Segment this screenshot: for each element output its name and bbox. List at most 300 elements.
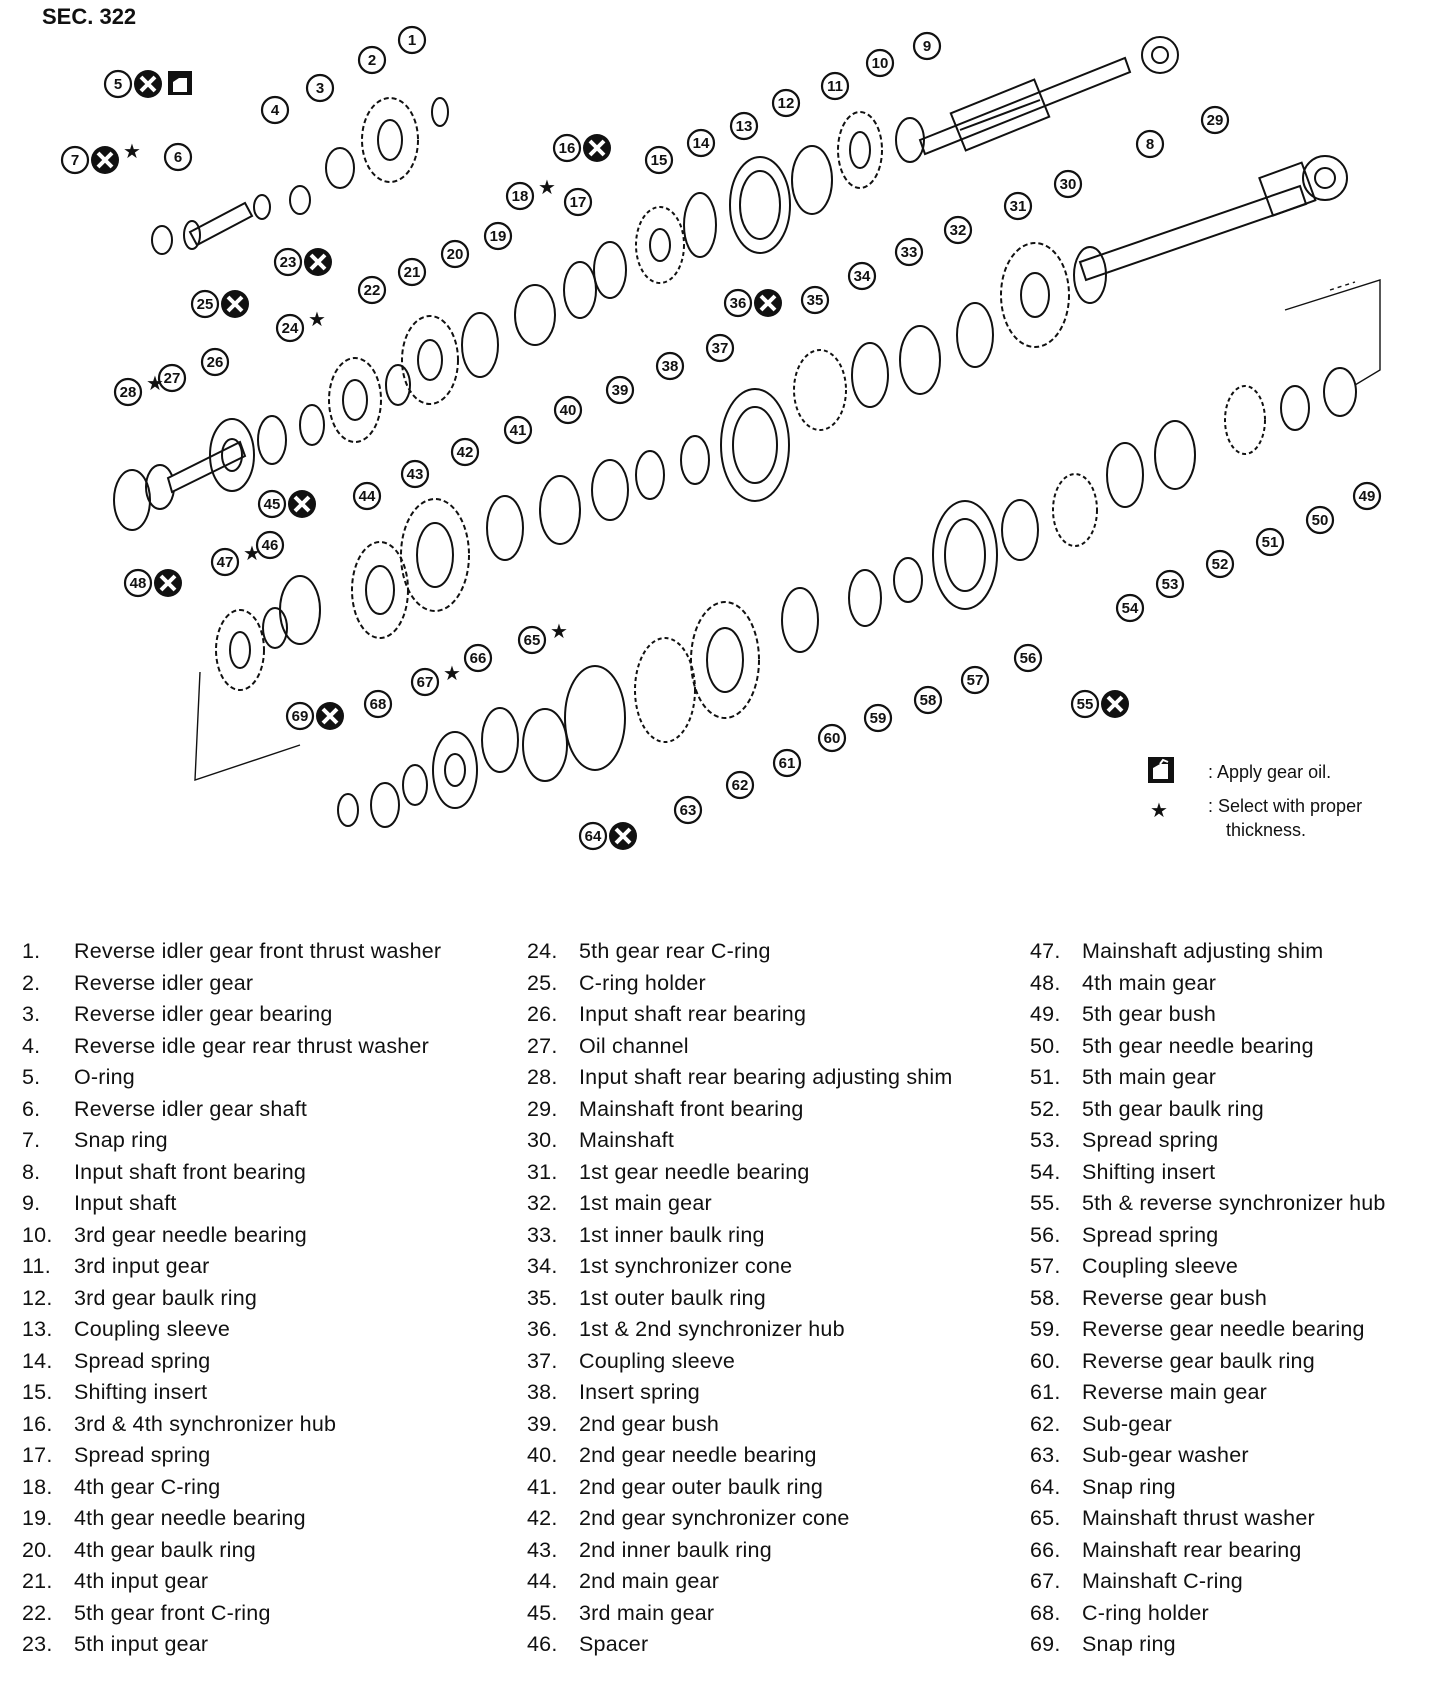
star-icon: ★	[550, 619, 568, 643]
parts-list-item	[527, 1031, 997, 1063]
callout-20	[442, 241, 468, 267]
coupling-sleeve-57-drawing	[933, 501, 997, 609]
callout-57	[962, 667, 988, 693]
callout-65	[519, 619, 568, 653]
part-number: 21.	[22, 1569, 53, 1593]
callout-61	[774, 750, 800, 776]
callout-3	[307, 75, 333, 101]
part-number: 63.	[1030, 1443, 1061, 1467]
gears-group	[216, 98, 1265, 742]
parts-list-item	[22, 1220, 492, 1252]
parts-list-item	[1030, 1629, 1450, 1661]
callout-label: 38	[661, 358, 679, 375]
parts-list-item	[1030, 1220, 1450, 1252]
parts-list-item	[22, 1409, 492, 1441]
oil-can-icon	[168, 71, 192, 95]
star-icon: ★	[243, 541, 261, 565]
callout-38	[657, 353, 683, 379]
part-number: 20.	[22, 1537, 53, 1562]
callout-67	[412, 661, 461, 695]
part-name: Spread spring	[1082, 1222, 1219, 1247]
part-number: 37.	[527, 1348, 558, 1373]
callout-37	[707, 335, 733, 361]
callout-label: 14	[692, 135, 710, 152]
part-name: Reverse idler gear shaft	[74, 1096, 308, 1121]
parts-list-item	[22, 1062, 492, 1094]
parts-list-item	[1030, 1409, 1450, 1441]
do-not-reuse-icon	[288, 490, 316, 518]
callout-label: 20	[446, 246, 464, 263]
star-icon: ★	[443, 661, 461, 685]
callout-34	[849, 263, 875, 289]
callout-label: 3	[315, 80, 325, 97]
part-name: Input shaft	[74, 1191, 177, 1215]
part-name: Reverse gear baulk ring	[1082, 1348, 1315, 1373]
parts-list-item	[1030, 1251, 1450, 1283]
star-icon: ★	[146, 371, 164, 395]
callout-64	[580, 822, 637, 850]
parts-list-item	[527, 1629, 997, 1661]
parts-list-item	[1030, 1472, 1450, 1504]
callout-19	[485, 223, 511, 249]
parts-list-item	[527, 1283, 997, 1315]
callout-label: 21	[403, 264, 421, 281]
callout-label: 22	[363, 282, 381, 299]
parts-list-item	[22, 936, 492, 968]
callout-50	[1307, 507, 1333, 533]
part-name: Oil channel	[579, 1033, 689, 1058]
callout-60	[819, 725, 845, 751]
callout-label: 6	[173, 149, 183, 166]
part-number: 22.	[22, 1600, 53, 1625]
callout-label: 59	[869, 710, 887, 727]
part-name: 1st gear needle bearing	[579, 1159, 810, 1184]
third-main-gear-drawing	[352, 542, 408, 638]
part-name: 2nd main gear	[579, 1569, 720, 1593]
part-name: 4th input gear	[74, 1569, 209, 1593]
part-name: 1st & 2nd synchronizer hub	[579, 1317, 845, 1341]
sync-hub-16-drawing	[636, 207, 684, 283]
part-number: 50.	[1030, 1033, 1061, 1058]
part-name: Mainshaft front bearing	[579, 1096, 804, 1121]
callout-39	[607, 377, 633, 403]
parts-list-item	[527, 1188, 997, 1220]
callout-label: 29	[1206, 112, 1224, 129]
callout-label: 57	[966, 672, 984, 689]
callout-label: 48	[129, 575, 147, 592]
oil-channel-drawing	[146, 442, 245, 509]
part-name: Input shaft rear bearing	[579, 1002, 807, 1026]
callout-label: 65	[523, 632, 541, 649]
callout-16	[554, 134, 611, 162]
coupling-sleeve-13-drawing	[730, 157, 790, 253]
callout-label: 54	[1121, 600, 1139, 617]
callout-68	[365, 691, 391, 717]
callout-label: 60	[823, 730, 841, 747]
callout-21	[399, 259, 425, 285]
part-number: 36.	[527, 1317, 558, 1341]
part-name: Mainshaft	[579, 1128, 675, 1152]
callout-23	[275, 248, 332, 276]
parts-column-2	[527, 936, 997, 1661]
callout-label: 1	[407, 32, 417, 49]
parts-list	[22, 936, 1442, 1696]
parts-list-item	[527, 1503, 997, 1535]
callout-label: 25	[196, 296, 214, 313]
callout-35	[802, 287, 828, 313]
callout-6	[165, 144, 191, 170]
callout-7	[62, 139, 141, 174]
part-number: 19.	[22, 1506, 53, 1530]
part-name: Coupling sleeve	[579, 1348, 735, 1373]
parts-list-item	[1030, 1440, 1450, 1472]
callout-49	[1354, 483, 1380, 509]
part-name: Spacer	[579, 1632, 649, 1656]
part-number: 25.	[527, 970, 558, 995]
callout-label: 7	[70, 152, 80, 169]
part-name: 4th gear C-ring	[74, 1474, 221, 1499]
part-number: 56.	[1030, 1222, 1061, 1247]
callout-22	[359, 277, 385, 303]
legend-gear-oil-text: : Apply gear oil.	[1208, 762, 1332, 782]
callout-label: 42	[456, 444, 474, 461]
parts-list-item	[1030, 1062, 1450, 1094]
callout-label: 39	[611, 382, 629, 399]
part-number: 31.	[527, 1159, 558, 1184]
part-name: Reverse gear needle bearing	[1082, 1317, 1365, 1341]
parts-list-item	[22, 1094, 492, 1126]
callout-label: 36	[729, 295, 747, 312]
part-name: 5th input gear	[74, 1632, 209, 1656]
callout-label: 19	[489, 228, 507, 245]
part-number: 51.	[1030, 1065, 1061, 1089]
parts-list-item	[22, 1440, 492, 1472]
callout-58	[915, 687, 941, 713]
part-number: 52.	[1030, 1096, 1061, 1121]
part-number: 62.	[1030, 1411, 1061, 1436]
callout-label: 52	[1211, 556, 1229, 573]
part-name: 5th gear needle bearing	[1082, 1033, 1314, 1058]
part-name: Mainshaft thrust washer	[1082, 1506, 1315, 1530]
parts-list-item	[22, 999, 492, 1031]
part-number: 27.	[527, 1033, 558, 1058]
do-not-reuse-icon	[754, 289, 782, 317]
parts-list-item	[22, 1031, 492, 1063]
first-main-gear-drawing	[1001, 243, 1069, 347]
legend-thickness-text-1: : Select with proper	[1208, 796, 1363, 816]
part-number: 12.	[22, 1285, 53, 1310]
part-name: 2nd gear bush	[579, 1411, 720, 1436]
do-not-reuse-icon	[316, 702, 344, 730]
callout-label: 66	[469, 650, 487, 667]
mainshaft-drawing	[1080, 156, 1347, 280]
callout-14	[688, 130, 714, 156]
callout-45	[259, 490, 316, 518]
callout-label: 68	[369, 696, 387, 713]
callout-label: 11	[827, 78, 843, 95]
part-number: 48.	[1030, 970, 1061, 995]
part-name: 5th gear rear C-ring	[579, 939, 771, 963]
parts-list-item	[527, 1409, 997, 1441]
parts-list-item	[527, 1157, 997, 1189]
second-main-gear-drawing	[401, 499, 469, 611]
callout-10	[867, 50, 893, 76]
callout-label: 37	[711, 340, 729, 357]
parts-list-item	[22, 1188, 492, 1220]
parts-column-1	[22, 936, 492, 1661]
parts-list-item	[527, 1535, 997, 1567]
part-name: 5th gear front C-ring	[74, 1600, 271, 1625]
do-not-reuse-icon	[134, 70, 162, 98]
part-name: Coupling sleeve	[1082, 1254, 1238, 1278]
parts-column-3	[1030, 936, 1450, 1661]
part-number: 1.	[22, 939, 41, 963]
legend	[1148, 757, 1362, 840]
callout-label: 34	[853, 268, 871, 285]
part-number: 46.	[527, 1632, 558, 1656]
part-number: 9.	[22, 1191, 41, 1215]
callout-40	[555, 397, 581, 423]
part-number: 13.	[22, 1317, 53, 1341]
part-number: 35.	[527, 1285, 558, 1310]
part-name: Spread spring	[74, 1348, 211, 1373]
part-number: 68.	[1030, 1600, 1061, 1625]
part-number: 60.	[1030, 1348, 1061, 1373]
callout-31	[1005, 193, 1031, 219]
part-number: 64.	[1030, 1474, 1061, 1499]
callout-label: 4	[270, 102, 280, 119]
parts-list-item	[1030, 1125, 1450, 1157]
callout-label: 67	[416, 674, 434, 691]
callout-label: 64	[584, 828, 602, 845]
part-name: Spread spring	[1082, 1128, 1219, 1152]
part-name: Coupling sleeve	[74, 1317, 230, 1341]
callout-56	[1015, 645, 1041, 671]
star-icon: ★	[538, 175, 556, 199]
part-name: C-ring holder	[1082, 1600, 1209, 1625]
callout-label: 61	[778, 755, 796, 772]
callout-label: 49	[1358, 488, 1376, 505]
callout-label: 69	[291, 708, 309, 725]
part-name: Shifting insert	[1082, 1159, 1216, 1184]
part-name: 2nd gear outer baulk ring	[579, 1474, 824, 1499]
callout-label: 53	[1161, 576, 1179, 593]
callout-label: 5	[113, 76, 123, 93]
part-name: 4th gear baulk ring	[74, 1537, 256, 1562]
part-name: 1st synchronizer cone	[579, 1254, 793, 1278]
callout-8	[1137, 131, 1163, 157]
parts-list-item	[527, 1251, 997, 1283]
callout-label: 17	[569, 194, 587, 211]
callout-55	[1072, 690, 1129, 718]
part-name: 5th gear baulk ring	[1082, 1096, 1264, 1121]
callout-label: 35	[806, 292, 824, 309]
part-number: 28.	[527, 1065, 558, 1089]
part-number: 58.	[1030, 1285, 1061, 1310]
parts-list-item	[527, 1125, 997, 1157]
part-name: Mainshaft adjusting shim	[1082, 939, 1324, 963]
part-number: 47.	[1030, 939, 1061, 963]
callout-26	[202, 349, 228, 375]
callout-24	[277, 307, 326, 341]
part-number: 26.	[527, 1002, 558, 1026]
third-input-gear-drawing	[838, 112, 882, 188]
callout-label: 56	[1019, 650, 1037, 667]
callout-18	[507, 175, 556, 209]
callout-label: 43	[406, 466, 424, 483]
part-number: 34.	[527, 1254, 558, 1278]
part-number: 32.	[527, 1191, 558, 1215]
part-number: 61.	[1030, 1380, 1061, 1404]
part-number: 5.	[22, 1065, 41, 1089]
callout-label: 13	[735, 118, 753, 135]
part-number: 14.	[22, 1348, 53, 1373]
part-name: C-ring holder	[579, 970, 706, 995]
part-name: Reverse idler gear	[74, 970, 254, 995]
callout-label: 8	[1145, 136, 1155, 153]
part-number: 29.	[527, 1096, 558, 1121]
callout-5	[105, 70, 192, 98]
oil-can-icon	[1148, 757, 1174, 783]
part-number: 30.	[527, 1128, 558, 1152]
parts-list-item	[1030, 1188, 1450, 1220]
callout-label: 28	[119, 384, 137, 401]
callout-label: 10	[871, 55, 889, 72]
part-name: 1st main gear	[579, 1191, 712, 1215]
parts-list-item	[1030, 1346, 1450, 1378]
part-number: 3.	[22, 1002, 41, 1026]
part-number: 8.	[22, 1159, 41, 1184]
callout-label: 2	[367, 52, 377, 69]
callout-41	[505, 417, 531, 443]
callout-4	[262, 97, 288, 123]
fifth-input-gear-drawing	[329, 358, 381, 442]
part-number: 15.	[22, 1380, 53, 1404]
callout-47	[212, 541, 261, 575]
parts-list-item	[22, 1535, 492, 1567]
callout-32	[945, 217, 971, 243]
part-number: 40.	[527, 1443, 558, 1467]
part-number: 57.	[1030, 1254, 1061, 1278]
callout-label: 62	[731, 777, 749, 794]
parts-list-item	[22, 1283, 492, 1315]
part-number: 66.	[1030, 1537, 1061, 1562]
parts-list-item	[527, 1346, 997, 1378]
part-name: 1st inner baulk ring	[579, 1222, 765, 1247]
part-number: 45.	[527, 1600, 558, 1625]
part-number: 44.	[527, 1569, 558, 1593]
part-name: Snap ring	[74, 1128, 168, 1152]
parts-list-item	[1030, 1377, 1450, 1409]
part-number: 42.	[527, 1506, 558, 1530]
parts-list-item	[22, 1157, 492, 1189]
part-name: Mainshaft rear bearing	[1082, 1537, 1302, 1562]
coupling-sleeve-37-drawing	[721, 389, 789, 501]
do-not-reuse-icon	[221, 290, 249, 318]
part-number: 69.	[1030, 1632, 1061, 1656]
part-number: 16.	[22, 1411, 53, 1436]
parts-list-item	[527, 1472, 997, 1504]
callout-43	[402, 461, 428, 487]
callout-44	[354, 483, 380, 509]
reverse-main-gear-drawing	[691, 602, 759, 718]
parts-list-item	[22, 1346, 492, 1378]
part-number: 7.	[22, 1128, 41, 1152]
callout-15	[646, 147, 672, 173]
callout-label: 30	[1059, 176, 1077, 193]
parts-list-item	[527, 1314, 997, 1346]
part-name: 4th main gear	[1082, 970, 1217, 995]
callout-label: 15	[650, 152, 668, 169]
part-name: 2nd gear needle bearing	[579, 1443, 817, 1467]
parts-list-item	[22, 1629, 492, 1661]
star-icon: ★	[308, 307, 326, 331]
parts-list-item	[527, 968, 997, 1000]
parts-list-item	[527, 1094, 997, 1126]
part-name: Input shaft rear bearing adjusting shim	[579, 1065, 953, 1089]
callout-label: 40	[559, 402, 577, 419]
callout-label: 9	[922, 38, 932, 55]
parts-list-item	[527, 1440, 997, 1472]
legend-thickness-text-2: thickness.	[1226, 820, 1307, 840]
part-number: 33.	[527, 1222, 558, 1247]
part-number: 41.	[527, 1474, 558, 1499]
callout-label: 16	[558, 140, 576, 157]
parts-list-item	[1030, 1283, 1450, 1315]
parts-list-item	[1030, 1157, 1450, 1189]
part-name: Sub-gear washer	[1082, 1443, 1249, 1467]
part-name: Reverse idler gear front thrust washer	[74, 939, 442, 963]
do-not-reuse-icon	[91, 146, 119, 174]
sync-hub-36-drawing	[794, 350, 846, 430]
parts-list-item	[22, 1598, 492, 1630]
part-number: 59.	[1030, 1317, 1061, 1341]
part-number: 65.	[1030, 1506, 1061, 1530]
parts-list-item	[22, 1472, 492, 1504]
parts-list-item	[1030, 999, 1450, 1031]
callout-1	[399, 27, 425, 53]
parts-list-item	[22, 968, 492, 1000]
callout-label: 27	[163, 370, 181, 387]
part-number: 53.	[1030, 1128, 1061, 1152]
do-not-reuse-icon	[154, 569, 182, 597]
do-not-reuse-icon	[304, 248, 332, 276]
callout-30	[1055, 171, 1081, 197]
parts-list-item	[1030, 1314, 1450, 1346]
callout-11	[822, 73, 848, 99]
do-not-reuse-icon	[583, 134, 611, 162]
callout-42	[452, 439, 478, 465]
callout-label: 33	[900, 244, 918, 261]
callout-28	[115, 371, 164, 405]
part-number: 49.	[1030, 1002, 1061, 1026]
callout-33	[896, 239, 922, 265]
callout-label: 24	[281, 320, 299, 337]
part-number: 10.	[22, 1222, 53, 1247]
part-number: 6.	[22, 1096, 41, 1121]
parts-list-item	[1030, 1031, 1450, 1063]
parts-list-item	[22, 1251, 492, 1283]
part-name: Insert spring	[579, 1380, 700, 1404]
callout-52	[1207, 551, 1233, 577]
callout-69	[287, 702, 344, 730]
part-number: 2.	[22, 970, 41, 995]
parts-list-item	[1030, 1094, 1450, 1126]
part-name: Reverse gear bush	[1082, 1285, 1268, 1310]
part-number: 4.	[22, 1033, 41, 1058]
part-number: 39.	[527, 1411, 558, 1436]
section-title: SEC. 322	[42, 4, 137, 29]
